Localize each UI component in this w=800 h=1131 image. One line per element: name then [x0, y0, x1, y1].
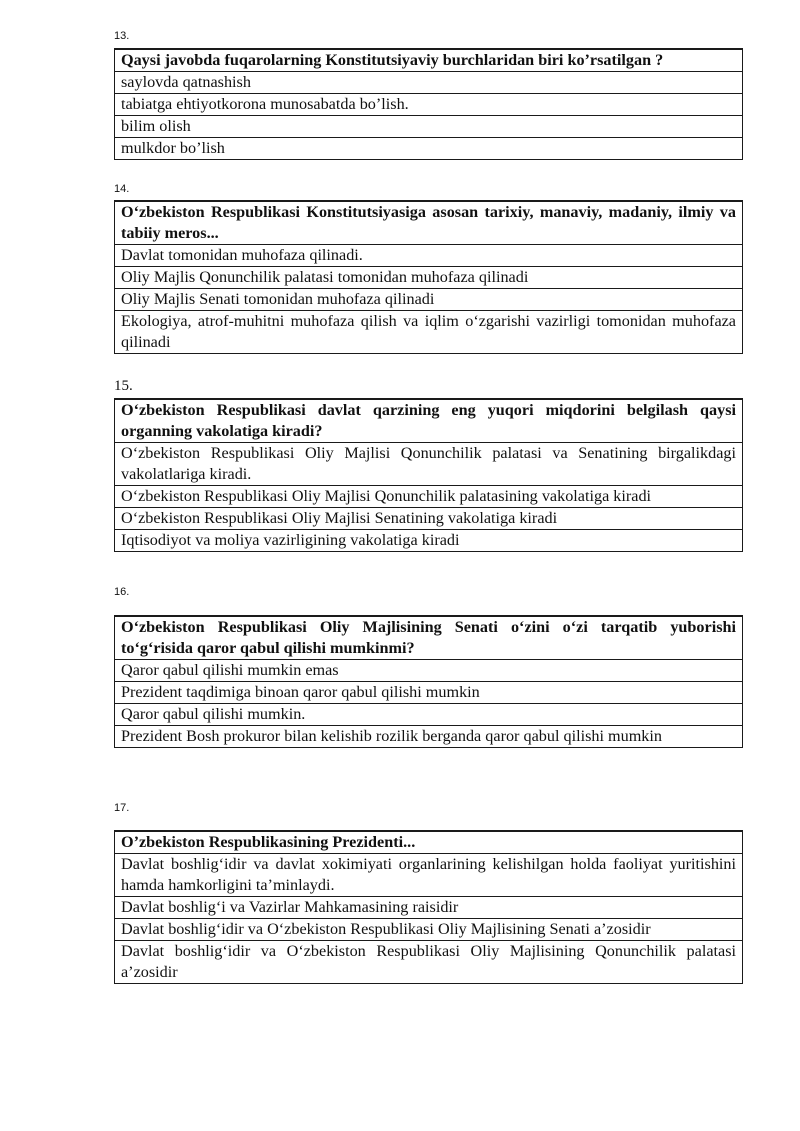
question-text: O’zbekiston Respublikasining Prezidenti... — [115, 831, 743, 854]
answer-option: Davlat boshlig‘i va Vazirlar Mahkamasining raisidir — [115, 897, 743, 919]
answer-option: mulkdor bo’lish — [115, 138, 743, 160]
question-number: 17. — [114, 802, 130, 814]
answer-option: Davlat boshlig‘idir va O‘zbekiston Respublikasi Oliy Majlisining Qonunchilik palatasi a’zosidir — [115, 941, 743, 984]
answer-option: Davlat tomonidan muhofaza qilinadi. — [115, 245, 743, 267]
answer-option: Davlat boshlig‘idir va davlat xokimiyati organlarining kelishilgan holda faoliyat yuritishini hamda hamkorligini ta’minlaydi. — [115, 854, 743, 897]
question-table — [114, 398, 743, 552]
answer-option: Prezident Bosh prokuror bilan kelishib rozilik berganda qaror qabul qilishi mumkin — [115, 726, 743, 748]
question-text: O‘zbekiston Respublikasi Konstitutsiyasiga asosan tarixiy, manaviy, madaniy, ilmiy va tabiiy meros... — [115, 201, 743, 245]
question-number: 13. — [114, 30, 130, 42]
question-number: 16. — [114, 586, 130, 598]
question-table — [114, 48, 743, 160]
question-number: 14. — [114, 183, 130, 195]
answer-option: O‘zbekiston Respublikasi Oliy Majlisi Senatining vakolatiga kiradi — [115, 508, 743, 530]
question-text: O‘zbekiston Respublikasi davlat qarzining eng yuqori miqdorini belgilash qaysi organning vakolatiga kiradi? — [115, 399, 743, 443]
answer-option: Qaror qabul qilishi mumkin emas — [115, 660, 743, 682]
answer-option: tabiatga ehtiyotkorona munosabatda bo’lish. — [115, 94, 743, 116]
answer-option: saylovda qatnashish — [115, 72, 743, 94]
question-text: Qaysi javobda fuqarolarning Konstitutsiyaviy burchlaridan biri ko’rsatilgan ? — [115, 49, 743, 72]
answer-option: Davlat boshlig‘idir va O‘zbekiston Respublikasi Oliy Majlisining Senati a’zosidir — [115, 919, 743, 941]
answer-option: Iqtisodiyot va moliya vazirligining vakolatiga kiradi — [115, 530, 743, 552]
question-table — [114, 830, 743, 984]
question-table — [114, 615, 743, 748]
answer-option: Ekologiya, atrof-muhitni muhofaza qilish va iqlim o‘zgarishi vazirligi tomonidan muhofaza qilinadi — [115, 311, 743, 354]
answer-option: O‘zbekiston Respublikasi Oliy Majlisi Qonunchilik palatasi va Senatining birgalikdagi vakolatlariga kiradi. — [115, 443, 743, 486]
answer-option: Qaror qabul qilishi mumkin. — [115, 704, 743, 726]
answer-option: bilim olish — [115, 116, 743, 138]
answer-option: Prezident taqdimiga binoan qaror qabul qilishi mumkin — [115, 682, 743, 704]
answer-option: Oliy Majlis Senati tomonidan muhofaza qilinadi — [115, 289, 743, 311]
answer-option: O‘zbekiston Respublikasi Oliy Majlisi Qonunchilik palatasining vakolatiga kiradi — [115, 486, 743, 508]
answer-option: Oliy Majlis Qonunchilik palatasi tomonidan muhofaza qilinadi — [115, 267, 743, 289]
question-number: 15. — [114, 378, 133, 394]
question-text: O‘zbekiston Respublikasi Oliy Majlisining Senati o‘zini o‘zi tarqatib yuborishi to‘g‘risida qaror qabul qilishi mumkinmi? — [115, 616, 743, 660]
question-table — [114, 200, 743, 354]
